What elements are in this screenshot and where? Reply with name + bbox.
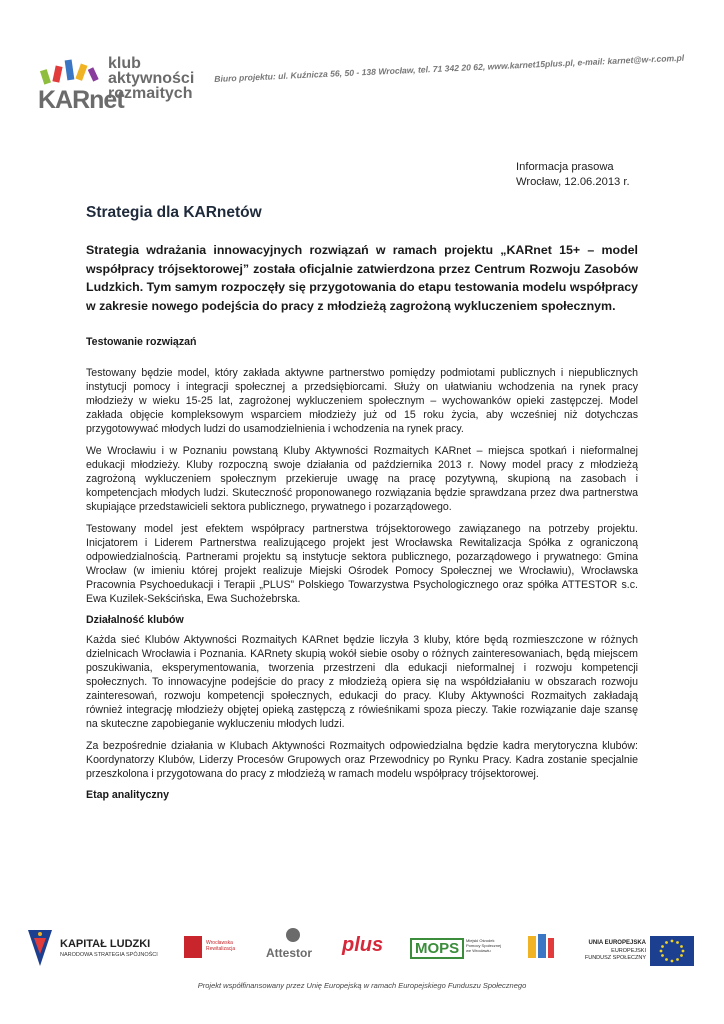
mops-name: MOPS xyxy=(410,938,464,959)
wr-name: Wrocławska Rewitalizacja xyxy=(206,940,236,952)
contact-line: Biuro projektu: ul. Kuźnicza 56, 50 - 138 Wrocław, tel. 71 342 20 62, www.karnet15plus.pl, e-mail: karnet@w-r.com.pl xyxy=(214,52,685,84)
kapital-ludzki-logo xyxy=(24,924,174,974)
press-kind: Informacja prasowa xyxy=(516,161,614,173)
eu-logo xyxy=(580,924,700,974)
wr-logo xyxy=(184,924,254,974)
eu-title: UNIA EUROPEJSKA xyxy=(588,940,646,946)
logo-word: rozmaitych xyxy=(108,85,193,102)
logo-brand: KARnet xyxy=(38,86,124,114)
article xyxy=(86,204,638,801)
press-meta xyxy=(516,160,630,190)
footer-note: Projekt współfinansowany przez Unię Europejską w ramach Europejskiego Funduszu Społecznego xyxy=(197,981,527,990)
partner-logo xyxy=(524,924,560,974)
article-title: Strategia dla KARnetów xyxy=(86,204,262,221)
paragraph: Za bezpośrednie działania w Klubach Aktywności Rozmaitych odpowiedzialna będzie kadra merytoryczna klubów: Koordynatorzy Klubów, Liderzy Procesów Grupowych oraz Przewodnicy po Rynku Pracy. Kadra zostanie specjalnie przeszkolona i przygotowana do pracy z młodzieżą w ramach modelu współpracy trójsektorowej. xyxy=(86,740,638,780)
logo-words xyxy=(108,56,194,101)
section-heading: Testowanie rozwiązań xyxy=(86,336,197,348)
eu-sub2: FUNDUSZ SPOŁECZNY xyxy=(584,955,646,961)
article-lead: Strategia wdrażania innowacyjnych rozwiązań w ramach projektu „KARnet 15+ – model współpracy trójsektorowej” została oficjalnie zatwierdzona przez Centrum Rozwoju Zasobów Ludzkich. Tym samym rozpoczęły się przygotowania do etapu testowania modelu współpracy w zakresie nowego podejścia do pracy z młodzieżą zagrożoną wykluczeniem społecznym. xyxy=(86,243,638,313)
mops-logo xyxy=(410,924,502,974)
plus-name: plus xyxy=(342,934,384,956)
paragraph: We Wrocławiu i w Poznaniu powstaną Kluby Aktywności Rozmaitych KARnet – miejsca spotkań i nieformalnej edukacji młodzieży. Kluby rozpoczną swoje działania od października 2013 r. Nowy model pracy z młodzieżą zagrożoną wykluczeniem społecznym przekieruje uwagę na pracę pozytywną, skupioną na zasobach i kompetencjach młodych ludzi. Skuteczność proponowanego rozwiązania będzie sprawdzana przez dwa partnerstwa skupiające przedstawicieli sektora publicznego, prywatnego i pozarządowego. xyxy=(86,445,638,513)
logo-word: klub xyxy=(108,55,141,72)
attestor-mark-icon xyxy=(286,928,300,942)
paragraph: Testowany model jest efektem współpracy partnerstwa trójsektorowego zawiązanego na potrzeby projektu. Inicjatorem i Liderem Partnerstwa realizującego projekt jest Wrocławska Rewitalizacja Spółka z ograniczoną odpowiedzialnością. Partnerami projektu są instytucje sektora publicznego, pozarządowego i prywatnego: Gmina Wrocław (w imieniu której projekt realizuje Miejski Ośrodek Pomocy Społecznej we Wrocławiu), Wrocławska Pracownia Psychoedukacji i Terapii „PLUS” Polskiego Towarzystwa Psychologicznego oraz spółka ATTESTOR s.c. Ewa Kuzilek-Sekścińska, Ewa Suchożebrska. xyxy=(86,523,638,605)
kapital-ludzki-title: KAPITAŁ LUDZKI xyxy=(60,938,151,950)
logo-word: aktywności xyxy=(108,70,195,87)
mops-sub: Miejski Ośrodek Pomocy Społecznej we Wrocławiu xyxy=(466,938,502,953)
footer-logos xyxy=(24,924,700,978)
karnet-logo-mark-icon xyxy=(38,56,108,86)
eu-flag-icon xyxy=(650,936,694,966)
attestor-name: Attestor xyxy=(266,946,313,960)
attestor-logo xyxy=(264,924,326,974)
karnet-logo xyxy=(38,56,198,120)
section-heading: Działalność klubów xyxy=(86,614,184,626)
plus-logo xyxy=(340,924,400,974)
wr-mark-icon xyxy=(184,936,202,958)
eu-sub1: EUROPEJSKI xyxy=(611,948,646,954)
paragraph: Testowany będzie model, który zakłada aktywne partnerstwo pomiędzy podmiotami publicznych i niepublicznych instytucji pomocy i integracji społecznej a przedsiębiorcami. Służy on ułatwianiu wchodzenia na rynek pracy młodzieży w wieku 15-25 lat, zagrożonej wykluczeniem społecznym – wychowanków opieki zastępczej. Model zakłada objęcie kompleksowym wsparciem młodzieży już od 15 roku życia, aby wcześniej niż dotychczas przygotowywać młodych ludzi do usamodzielnienia i wchodzenia na rynek pracy. xyxy=(86,367,638,435)
section-heading: Etap analityczny xyxy=(86,789,170,801)
press-date: Wrocław, 12.06.2013 r. xyxy=(516,176,630,188)
kapital-ludzki-sub: NARODOWA STRATEGIA SPÓJNOŚCI xyxy=(60,952,158,958)
kapital-ludzki-icon xyxy=(26,928,54,968)
page-header xyxy=(0,0,724,120)
paragraph: Każda sieć Klubów Aktywności Rozmaitych KARnet będzie liczyła 3 kluby, które będą rozmieszczone w różnych dzielnicach Wrocławia i Poznania. KARnety skupią wokół siebie osoby o różnych zainteresowaniach, będą miejscem poszukiwania, eksperymentowania, tworzenia przestrzeni dla edukacji nieformalnej i rozwoju kompetencji społecznych. To innowacyjne podejście do pracy z młodzieżą opiera się na współdziałaniu w obszarach rozwoju zainteresowań, rozwoju kompetencji społecznych, edukacji do pracy. Kluby Aktywności Rozmaitych zakładają również integrację młodzieży objętej opieką zastępczą z rówieśnikami spoza pieczy. Takie rozwiązanie daje szansę na skuteczne zapobieganie wykluczeniu młodych ludzi. xyxy=(86,634,638,730)
partner-mark-icon xyxy=(526,932,556,966)
